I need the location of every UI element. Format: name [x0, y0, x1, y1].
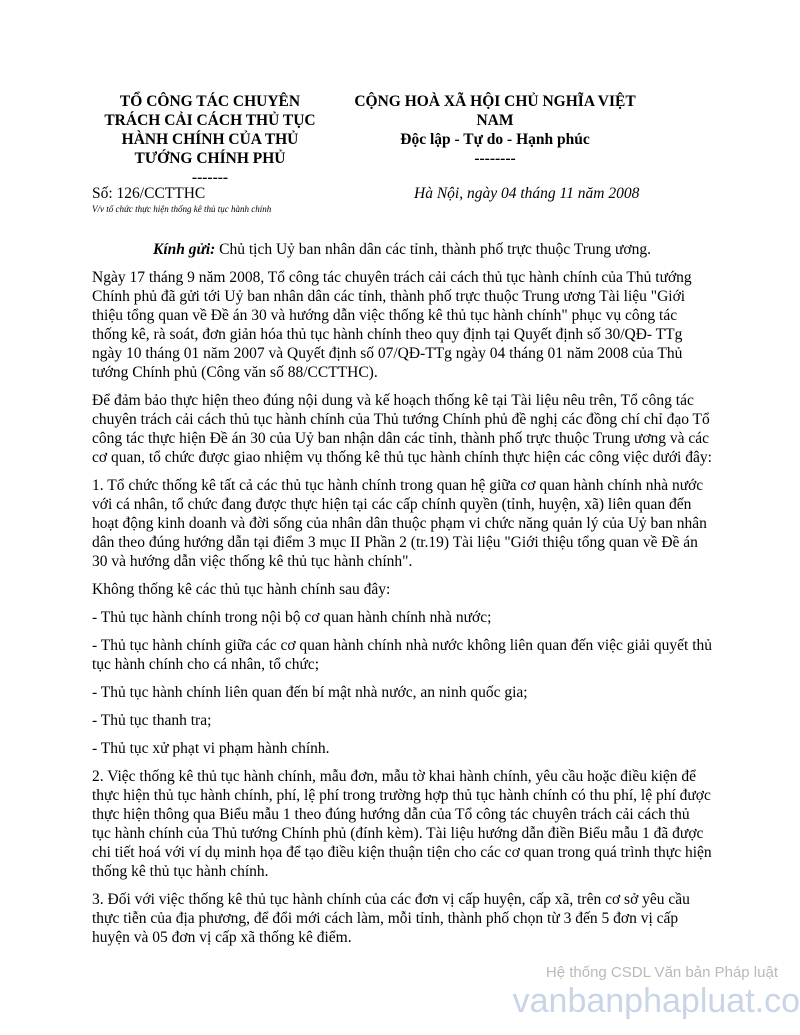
- greeting-label: Kính gửi:: [153, 241, 216, 258]
- document-number: Số: 126/CCTTHC: [92, 185, 206, 202]
- nation-line: CỘNG HOÀ XÃ HỘI CHỦ NGHĨA VIỆT: [354, 93, 636, 110]
- paragraph: 3. Đối với việc thống kê thủ tục hành chính của các đơn vị cấp huyện, cấp xã, trên cơ sở yêu cầu thực tiễn của địa phương, để đổi mới cách làm, mỗi tỉnh, thành phố chọn từ 3 đến 5 đơn vị cấp huyện và 05 đơn vị cấp xã thống kê điểm.: [92, 891, 690, 946]
- greeting: [92, 240, 712, 259]
- list-item: - Thủ tục xử phạt vi phạm hành chính.: [92, 740, 330, 757]
- list-item: - Thủ tục hành chính trong nội bộ cơ quan hành chính nhà nước;: [92, 609, 492, 626]
- document-date: Hà Nội, ngày 04 tháng 11 năm 2008: [414, 185, 640, 202]
- document-subject: V/v tổ chức thực hiện thống kê thủ tục hành chính: [92, 204, 272, 214]
- agency-line: TỔ CÔNG TÁC CHUYÊN: [119, 93, 301, 110]
- nation-line: NAM: [476, 112, 514, 129]
- motto-line: Độc lập - Tự do - Hạnh phúc: [400, 131, 590, 148]
- agency-line: TRÁCH CẢI CÁCH THỦ TỤC: [104, 112, 316, 129]
- paragraph: Để đảm bảo thực hiện theo đúng nội dung và kế hoạch thống kê tại Tài liệu nêu trên, Tổ công tác chuyên trách cải cách thủ tục hành chính của Thủ tướng Chính phủ đề nghị các đồng chí chỉ đạo Tổ công tác thực hiện Đề án 30 của Uỷ ban nhận dân các tỉnh, thành phố trực thuộc Trung ương và các cơ quan, tổ chức được giao nhiệm vụ thống kê thủ tục hành chính thực hiện các công việc dưới đây:: [92, 392, 712, 466]
- paragraph: 1. Tổ chức thống kê tất cả các thủ tục hành chính trong quan hệ giữa cơ quan hành chính nhà nước với cá nhân, tổ chức đang được thực hiện tại các cấp chính quyền (tỉnh, huyện, xã) liên quan đến hoạt động kinh doanh và đời sống của nhân dân thuộc phạm vi chức năng quản lý của Uỷ ban nhân dân theo đúng hướng dẫn tại điểm 3 mục II Phần 2 (tr.19) Tài liệu "Giới thiệu tổng quan về Đề án 30 và hướng dẫn việc thống kê thủ tục hành chính".: [92, 477, 707, 570]
- list-item: - Thủ tục hành chính giữa các cơ quan hành chính nhà nước không liên quan đến việc giải quyết thủ tục hành chính cho cá nhân, tổ chức;: [92, 637, 713, 673]
- list-item: - Thủ tục hành chính liên quan đến bí mật nhà nước, an ninh quốc gia;: [92, 684, 528, 701]
- watermark-caption: Hệ thống CSDL Văn bản Pháp luật: [545, 964, 778, 981]
- watermark-site: vanbanphapluat.co: [512, 982, 800, 1020]
- paragraph: Không thống kê các thủ tục hành chính sau đây:: [92, 581, 391, 598]
- agency-line: HÀNH CHÍNH CỦA THỦ: [121, 131, 299, 148]
- paragraph: Ngày 17 tháng 9 năm 2008, Tổ công tác chuyên trách cải cách thủ tục hành chính của Thủ tướng Chính phủ đã gửi tới Uỷ ban nhân dân các tỉnh, thành phố trực thuộc Trung ương Tài liệu "Giới thiệu tổng quan về Đề án 30 và hướng dẫn việc thống kê thủ tục hành chính" phục vụ công tác thống kê, rà soát, đơn giản hóa thủ tục hành chính theo quy định tại Quyết định số 30/QĐ- TTg ngày 10 tháng 01 năm 2007 và Quyết định số 07/QĐ-TTg ngày 04 tháng 01 năm 2008 của Thủ tướng Chính phủ (Công văn số 88/CCTTHC).: [92, 269, 692, 381]
- issuing-agency-header: [90, 92, 330, 187]
- national-motto-header: [335, 92, 655, 168]
- paragraph: 2. Việc thống kê thủ tục hành chính, mẫu đơn, mẫu tờ khai hành chính, yêu cầu hoặc điều kiện để thực hiện thủ tục hành chính, phí, lệ phí trong trường hợp thủ tục hành chính có thu phí, lệ phí được thực hiện thông qua Biểu mẫu 1 theo đúng hướng dẫn của Tổ công tác chuyên trách cải cách thủ tục hành chính của Thủ tướng Chính phủ (đính kèm). Tài liệu hướng dẫn điền Biểu mẫu 1 đã được chi tiết hoá với ví dụ minh họa để tạo điều kiện thuận tiện cho các cơ quan trong quá trình thực hiện thống kê thủ tục hành chính.: [92, 768, 712, 880]
- agency-line: TƯỚNG CHÍNH PHỦ: [134, 150, 286, 167]
- list-item: - Thủ tục thanh tra;: [92, 712, 212, 729]
- greeting-recipient: Chủ tịch Uỷ ban nhân dân các tỉnh, thành phố trực thuộc Trung ương.: [215, 241, 651, 258]
- motto-divider: --------: [474, 150, 516, 167]
- document-body: [92, 240, 712, 956]
- agency-divider: -------: [191, 169, 229, 186]
